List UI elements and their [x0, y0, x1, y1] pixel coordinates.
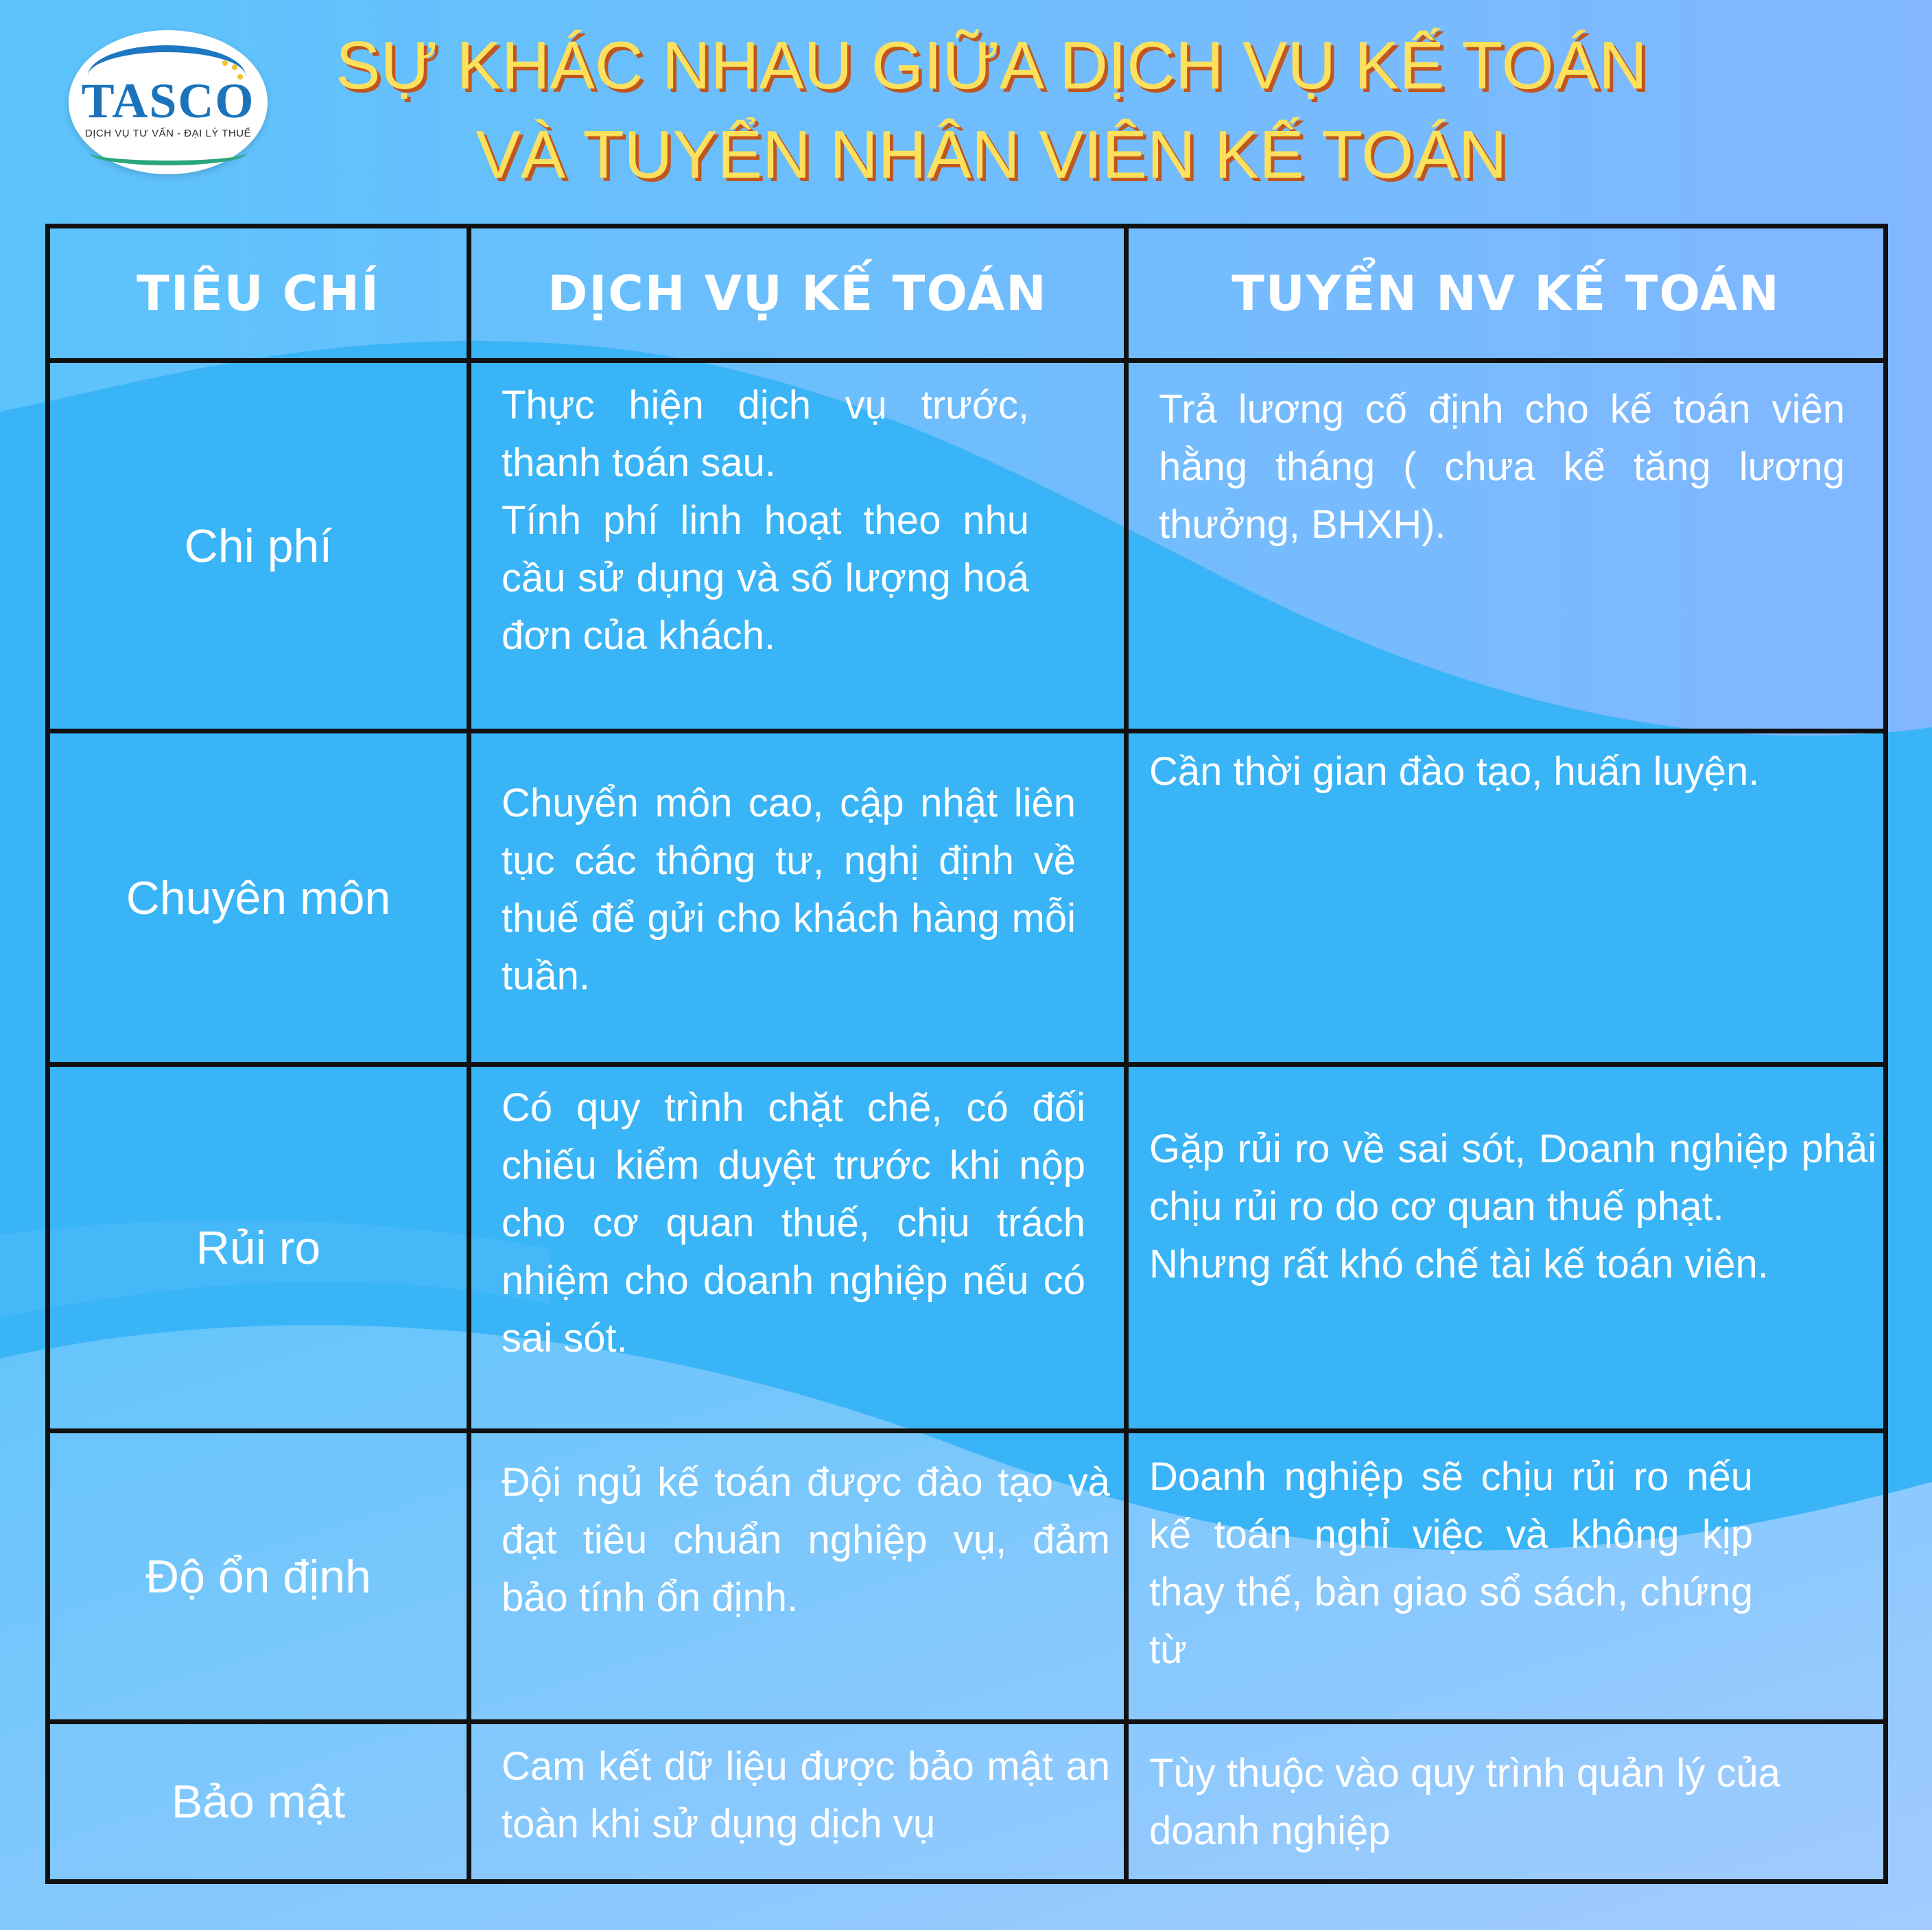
hire-stability-p1: Doanh nghiệp sẽ chịu rủi ro nếu kế toán nghỉ việc và không kịp thay thế, bàn giao sổ sách, chứng từ	[1149, 1455, 1753, 1672]
service-security	[471, 1724, 1129, 1879]
hire-stability	[1129, 1433, 1883, 1724]
service-cost-p2: Tính phí linh hoạt theo nhu cầu sử dụng và số lượng hoá đơn của khách.	[502, 498, 1029, 658]
header-criteria: TIÊU CHÍ	[50, 228, 471, 363]
title-line-1: SỰ KHÁC NHAU GIỮA DỊCH VỤ KẾ TOÁN	[335, 27, 1647, 103]
page-title	[288, 21, 1695, 199]
service-cost-p1: Thực hiện dịch vụ trước, thanh toán sau.	[502, 383, 1029, 485]
hire-cost-p1: Trả lương cố định cho kế toán viên hằng tháng ( chưa kể tăng lương thưởng, BHXH).	[1159, 387, 1845, 547]
criterion-risk: Rủi ro	[50, 1067, 471, 1433]
hire-risk	[1129, 1067, 1883, 1433]
service-risk-p1: Có quy trình chặt chẽ, có đối chiếu kiểm duyệt trước khi nộp cho cơ quan thuế, chịu trách nhiệm cho doanh nghiệp nếu có sai sót.	[502, 1085, 1085, 1361]
service-stability	[471, 1433, 1129, 1724]
service-expertise	[471, 733, 1129, 1067]
logo-tagline: DỊCH VỤ TƯ VẤN - ĐẠI LÝ THUẾ	[84, 128, 252, 139]
service-expertise-p1: Chuyển môn cao, cập nhật liên tục các thông tư, nghị định về thuế để gửi cho khách hàng mỗi tuần.	[502, 781, 1076, 998]
header-service: DỊCH VỤ KẾ TOÁN	[471, 228, 1129, 363]
hire-security-p1: Tùy thuộc vào quy trình quản lý của doanh nghiệp	[1149, 1751, 1780, 1853]
hire-risk-p1: Gặp rủi ro về sai sót, Doanh nghiệp phải chịu rủi ro do cơ quan thuế phạt.	[1149, 1127, 1876, 1229]
hire-expertise	[1129, 733, 1883, 1067]
comparison-table	[45, 224, 1888, 1884]
criterion-cost: Chi phí	[50, 363, 471, 733]
hire-risk-p2: Nhưng rất khó chế tài kế toán viên.	[1149, 1242, 1769, 1286]
hire-cost	[1129, 363, 1883, 733]
service-cost	[471, 363, 1129, 733]
criterion-expertise: Chuyên môn	[50, 733, 471, 1067]
service-security-p1: Cam kết dữ liệu được bảo mật an toàn khi sử dụng dịch vụ	[502, 1744, 1110, 1846]
criterion-security: Bảo mật	[50, 1724, 471, 1879]
header-hire: TUYỂN NV KẾ TOÁN	[1129, 228, 1883, 363]
tasco-logo	[69, 30, 268, 174]
hire-security	[1129, 1724, 1883, 1879]
logo-swoosh-bottom	[89, 140, 247, 165]
logo-wordmark: TASCO	[81, 73, 255, 128]
hire-expertise-p1: Cần thời gian đào tạo, huấn luyện.	[1149, 749, 1760, 794]
criterion-stability: Độ ổn định	[50, 1433, 471, 1724]
service-stability-p1: Đội ngủ kế toán được đào tạo và đạt tiêu chuẩn nghiệp vụ, đảm bảo tính ổn định.	[502, 1460, 1110, 1620]
title-line-2: VÀ TUYỂN NHÂN VIÊN KẾ TOÁN	[475, 117, 1507, 192]
service-risk	[471, 1067, 1129, 1433]
